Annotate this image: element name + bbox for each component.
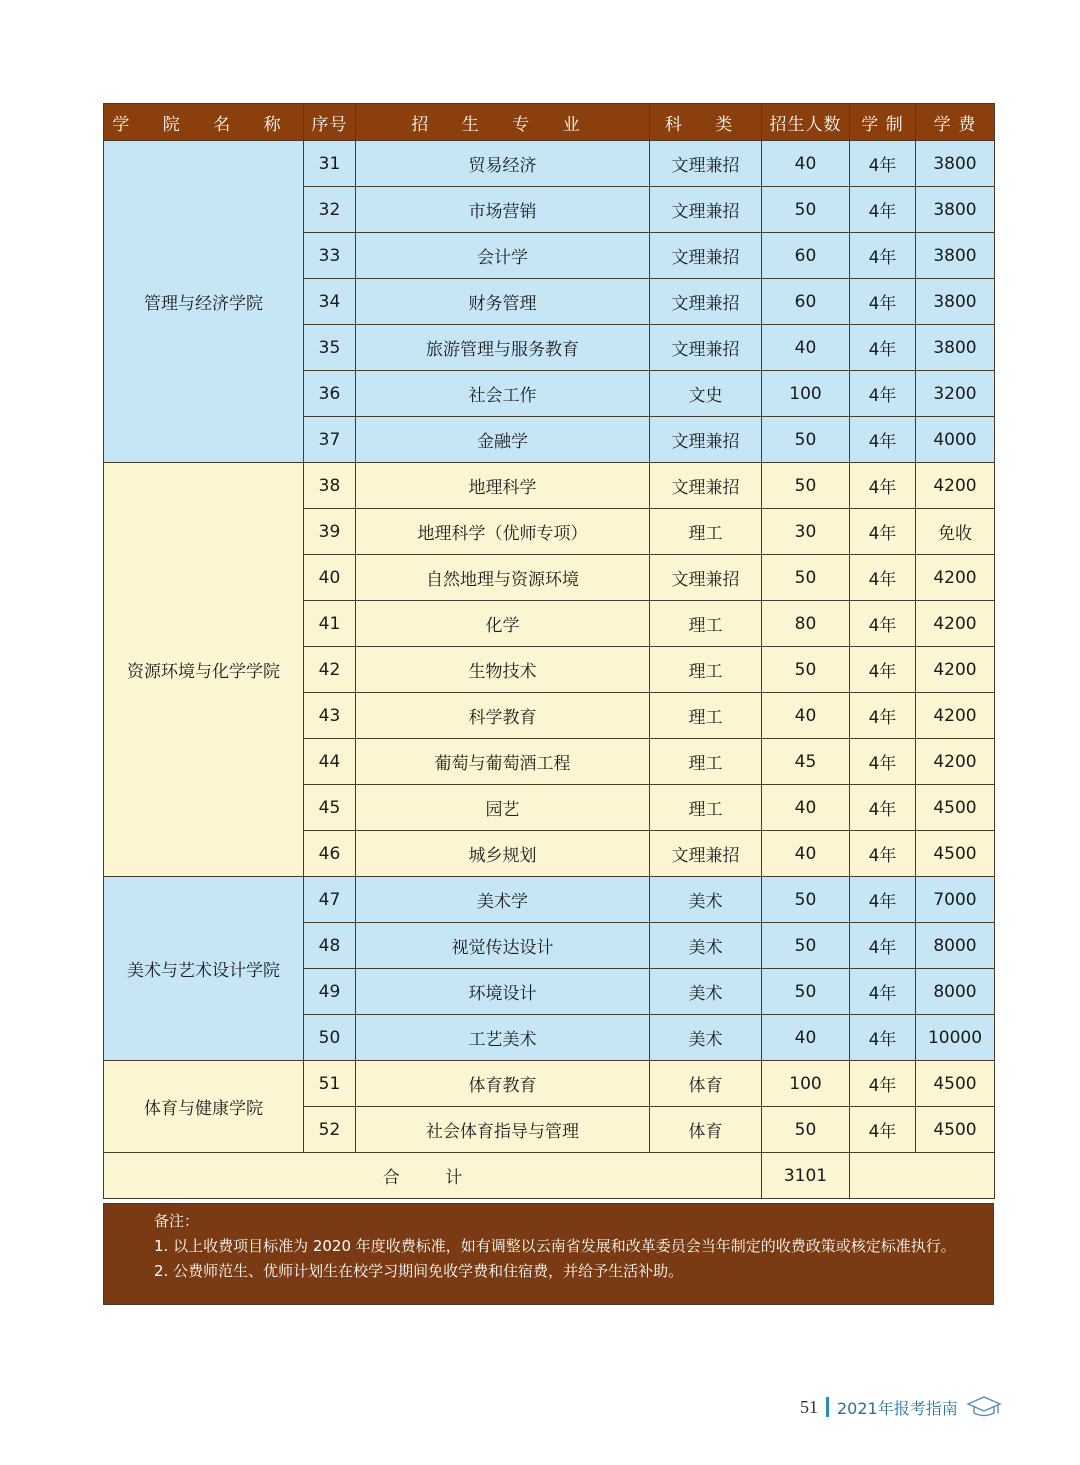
duration: 4年 bbox=[850, 463, 916, 509]
quota: 50 bbox=[762, 877, 850, 923]
duration: 4年 bbox=[850, 325, 916, 371]
header-category: 科 类 bbox=[650, 104, 762, 141]
quota: 50 bbox=[762, 647, 850, 693]
header-row bbox=[104, 104, 995, 141]
duration: 4年 bbox=[850, 601, 916, 647]
duration: 4年 bbox=[850, 877, 916, 923]
major-name: 城乡规划 bbox=[356, 831, 650, 877]
row-number: 43 bbox=[304, 693, 356, 739]
row-number: 41 bbox=[304, 601, 356, 647]
row-number: 40 bbox=[304, 555, 356, 601]
header-fee: 学 费 bbox=[916, 104, 995, 141]
category: 文理兼招 bbox=[650, 417, 762, 463]
quota: 50 bbox=[762, 463, 850, 509]
major-name: 社会体育指导与管理 bbox=[356, 1107, 650, 1153]
duration: 4年 bbox=[850, 141, 916, 187]
row-number: 36 bbox=[304, 371, 356, 417]
duration: 4年 bbox=[850, 785, 916, 831]
category: 文史 bbox=[650, 371, 762, 417]
tuition-fee: 4200 bbox=[916, 463, 995, 509]
tuition-fee: 3800 bbox=[916, 187, 995, 233]
total-empty-cell bbox=[850, 1153, 995, 1199]
tuition-fee: 8000 bbox=[916, 969, 995, 1015]
tuition-fee: 4200 bbox=[916, 647, 995, 693]
category: 体育 bbox=[650, 1061, 762, 1107]
duration: 4年 bbox=[850, 555, 916, 601]
duration: 4年 bbox=[850, 187, 916, 233]
tuition-fee: 3800 bbox=[916, 325, 995, 371]
major-name: 工艺美术 bbox=[356, 1015, 650, 1061]
major-name: 自然地理与资源环境 bbox=[356, 555, 650, 601]
row-number: 52 bbox=[304, 1107, 356, 1153]
category: 美术 bbox=[650, 877, 762, 923]
category: 美术 bbox=[650, 1015, 762, 1061]
table-body bbox=[104, 141, 995, 1153]
tuition-fee: 10000 bbox=[916, 1015, 995, 1061]
row-number: 37 bbox=[304, 417, 356, 463]
major-name: 科学教育 bbox=[356, 693, 650, 739]
major-name: 社会工作 bbox=[356, 371, 650, 417]
guide-title: 2021年报考指南 bbox=[837, 1398, 958, 1418]
college-name: 美术与艺术设计学院 bbox=[104, 877, 304, 1061]
major-name: 美术学 bbox=[356, 877, 650, 923]
graduation-cap-icon bbox=[966, 1393, 1002, 1421]
row-number: 33 bbox=[304, 233, 356, 279]
tuition-fee: 8000 bbox=[916, 923, 995, 969]
major-name: 财务管理 bbox=[356, 279, 650, 325]
tuition-fee: 4200 bbox=[916, 555, 995, 601]
notes-box bbox=[103, 1203, 994, 1305]
page-number: 51 bbox=[800, 1396, 818, 1417]
category: 文理兼招 bbox=[650, 555, 762, 601]
note-2: 2. 公费师范生、优师计划生在校学习期间免收学费和住宿费，并给予生活补助。 bbox=[154, 1262, 684, 1280]
header-duration: 学 制 bbox=[850, 104, 916, 141]
row-number: 50 bbox=[304, 1015, 356, 1061]
duration: 4年 bbox=[850, 693, 916, 739]
quota: 40 bbox=[762, 1015, 850, 1061]
table-row bbox=[104, 141, 995, 187]
category: 文理兼招 bbox=[650, 831, 762, 877]
duration: 4年 bbox=[850, 831, 916, 877]
quota: 60 bbox=[762, 279, 850, 325]
row-number: 31 bbox=[304, 141, 356, 187]
tuition-fee: 7000 bbox=[916, 877, 995, 923]
row-number: 44 bbox=[304, 739, 356, 785]
category: 文理兼招 bbox=[650, 233, 762, 279]
note-1: 1. 以上收费项目标准为 2020 年度收费标准，如有调整以云南省发展和改革委员会当年制定的收费政策或核定标准执行。 bbox=[154, 1237, 956, 1255]
tuition-fee: 3200 bbox=[916, 371, 995, 417]
category: 文理兼招 bbox=[650, 187, 762, 233]
category: 理工 bbox=[650, 739, 762, 785]
tuition-fee: 4200 bbox=[916, 739, 995, 785]
category: 理工 bbox=[650, 693, 762, 739]
tuition-fee: 3800 bbox=[916, 233, 995, 279]
header-college: 学 院 名 称 bbox=[104, 104, 304, 141]
quota: 50 bbox=[762, 969, 850, 1015]
major-name: 生物技术 bbox=[356, 647, 650, 693]
duration: 4年 bbox=[850, 509, 916, 555]
row-number: 51 bbox=[304, 1061, 356, 1107]
admissions-table bbox=[103, 103, 995, 1199]
header-major: 招 生 专 业 bbox=[356, 104, 650, 141]
row-number: 35 bbox=[304, 325, 356, 371]
category: 美术 bbox=[650, 923, 762, 969]
row-number: 34 bbox=[304, 279, 356, 325]
duration: 4年 bbox=[850, 1061, 916, 1107]
major-name: 贸易经济 bbox=[356, 141, 650, 187]
category: 理工 bbox=[650, 601, 762, 647]
row-number: 39 bbox=[304, 509, 356, 555]
quota: 50 bbox=[762, 1107, 850, 1153]
header-quota: 招生人数 bbox=[762, 104, 850, 141]
tuition-fee: 免收 bbox=[916, 509, 995, 555]
table-row bbox=[104, 1061, 995, 1107]
quota: 60 bbox=[762, 233, 850, 279]
category: 理工 bbox=[650, 785, 762, 831]
quota: 50 bbox=[762, 417, 850, 463]
duration: 4年 bbox=[850, 1107, 916, 1153]
row-number: 48 bbox=[304, 923, 356, 969]
total-row bbox=[104, 1153, 995, 1199]
duration: 4年 bbox=[850, 1015, 916, 1061]
tuition-fee: 4500 bbox=[916, 785, 995, 831]
major-name: 化学 bbox=[356, 601, 650, 647]
tuition-fee: 4500 bbox=[916, 1061, 995, 1107]
quota: 45 bbox=[762, 739, 850, 785]
duration: 4年 bbox=[850, 969, 916, 1015]
category: 文理兼招 bbox=[650, 463, 762, 509]
major-name: 地理科学 bbox=[356, 463, 650, 509]
major-name: 会计学 bbox=[356, 233, 650, 279]
footer-divider bbox=[826, 1397, 829, 1417]
category: 文理兼招 bbox=[650, 325, 762, 371]
row-number: 49 bbox=[304, 969, 356, 1015]
duration: 4年 bbox=[850, 417, 916, 463]
category: 体育 bbox=[650, 1107, 762, 1153]
major-name: 葡萄与葡萄酒工程 bbox=[356, 739, 650, 785]
tuition-fee: 4000 bbox=[916, 417, 995, 463]
major-name: 金融学 bbox=[356, 417, 650, 463]
row-number: 45 bbox=[304, 785, 356, 831]
table-row bbox=[104, 463, 995, 509]
major-name: 旅游管理与服务教育 bbox=[356, 325, 650, 371]
duration: 4年 bbox=[850, 371, 916, 417]
total-value: 3101 bbox=[762, 1153, 850, 1199]
notes-title: 备注： bbox=[154, 1212, 200, 1230]
category: 理工 bbox=[650, 509, 762, 555]
category: 文理兼招 bbox=[650, 279, 762, 325]
quota: 100 bbox=[762, 1061, 850, 1107]
major-name: 环境设计 bbox=[356, 969, 650, 1015]
major-name: 地理科学（优师专项） bbox=[356, 509, 650, 555]
duration: 4年 bbox=[850, 739, 916, 785]
quota: 50 bbox=[762, 923, 850, 969]
quota: 40 bbox=[762, 141, 850, 187]
college-name: 体育与健康学院 bbox=[104, 1061, 304, 1153]
row-number: 42 bbox=[304, 647, 356, 693]
major-name: 园艺 bbox=[356, 785, 650, 831]
major-name: 视觉传达设计 bbox=[356, 923, 650, 969]
row-number: 32 bbox=[304, 187, 356, 233]
category: 文理兼招 bbox=[650, 141, 762, 187]
row-number: 47 bbox=[304, 877, 356, 923]
category: 理工 bbox=[650, 647, 762, 693]
table-row bbox=[104, 877, 995, 923]
category: 美术 bbox=[650, 969, 762, 1015]
tuition-fee: 4500 bbox=[916, 831, 995, 877]
duration: 4年 bbox=[850, 647, 916, 693]
tuition-fee: 3800 bbox=[916, 141, 995, 187]
major-name: 体育教育 bbox=[356, 1061, 650, 1107]
college-name: 资源环境与化学学院 bbox=[104, 463, 304, 877]
quota: 40 bbox=[762, 831, 850, 877]
major-name: 市场营销 bbox=[356, 187, 650, 233]
tuition-fee: 4200 bbox=[916, 601, 995, 647]
page-footer bbox=[800, 1393, 1002, 1421]
college-name: 管理与经济学院 bbox=[104, 141, 304, 463]
tuition-fee: 4500 bbox=[916, 1107, 995, 1153]
header-number: 序号 bbox=[304, 104, 356, 141]
quota: 40 bbox=[762, 325, 850, 371]
duration: 4年 bbox=[850, 233, 916, 279]
quota: 80 bbox=[762, 601, 850, 647]
row-number: 46 bbox=[304, 831, 356, 877]
tuition-fee: 3800 bbox=[916, 279, 995, 325]
total-label: 合 计 bbox=[104, 1153, 762, 1199]
duration: 4年 bbox=[850, 279, 916, 325]
quota: 50 bbox=[762, 555, 850, 601]
tuition-fee: 4200 bbox=[916, 693, 995, 739]
quota: 40 bbox=[762, 693, 850, 739]
quota: 100 bbox=[762, 371, 850, 417]
quota: 40 bbox=[762, 785, 850, 831]
row-number: 38 bbox=[304, 463, 356, 509]
quota: 30 bbox=[762, 509, 850, 555]
duration: 4年 bbox=[850, 923, 916, 969]
quota: 50 bbox=[762, 187, 850, 233]
